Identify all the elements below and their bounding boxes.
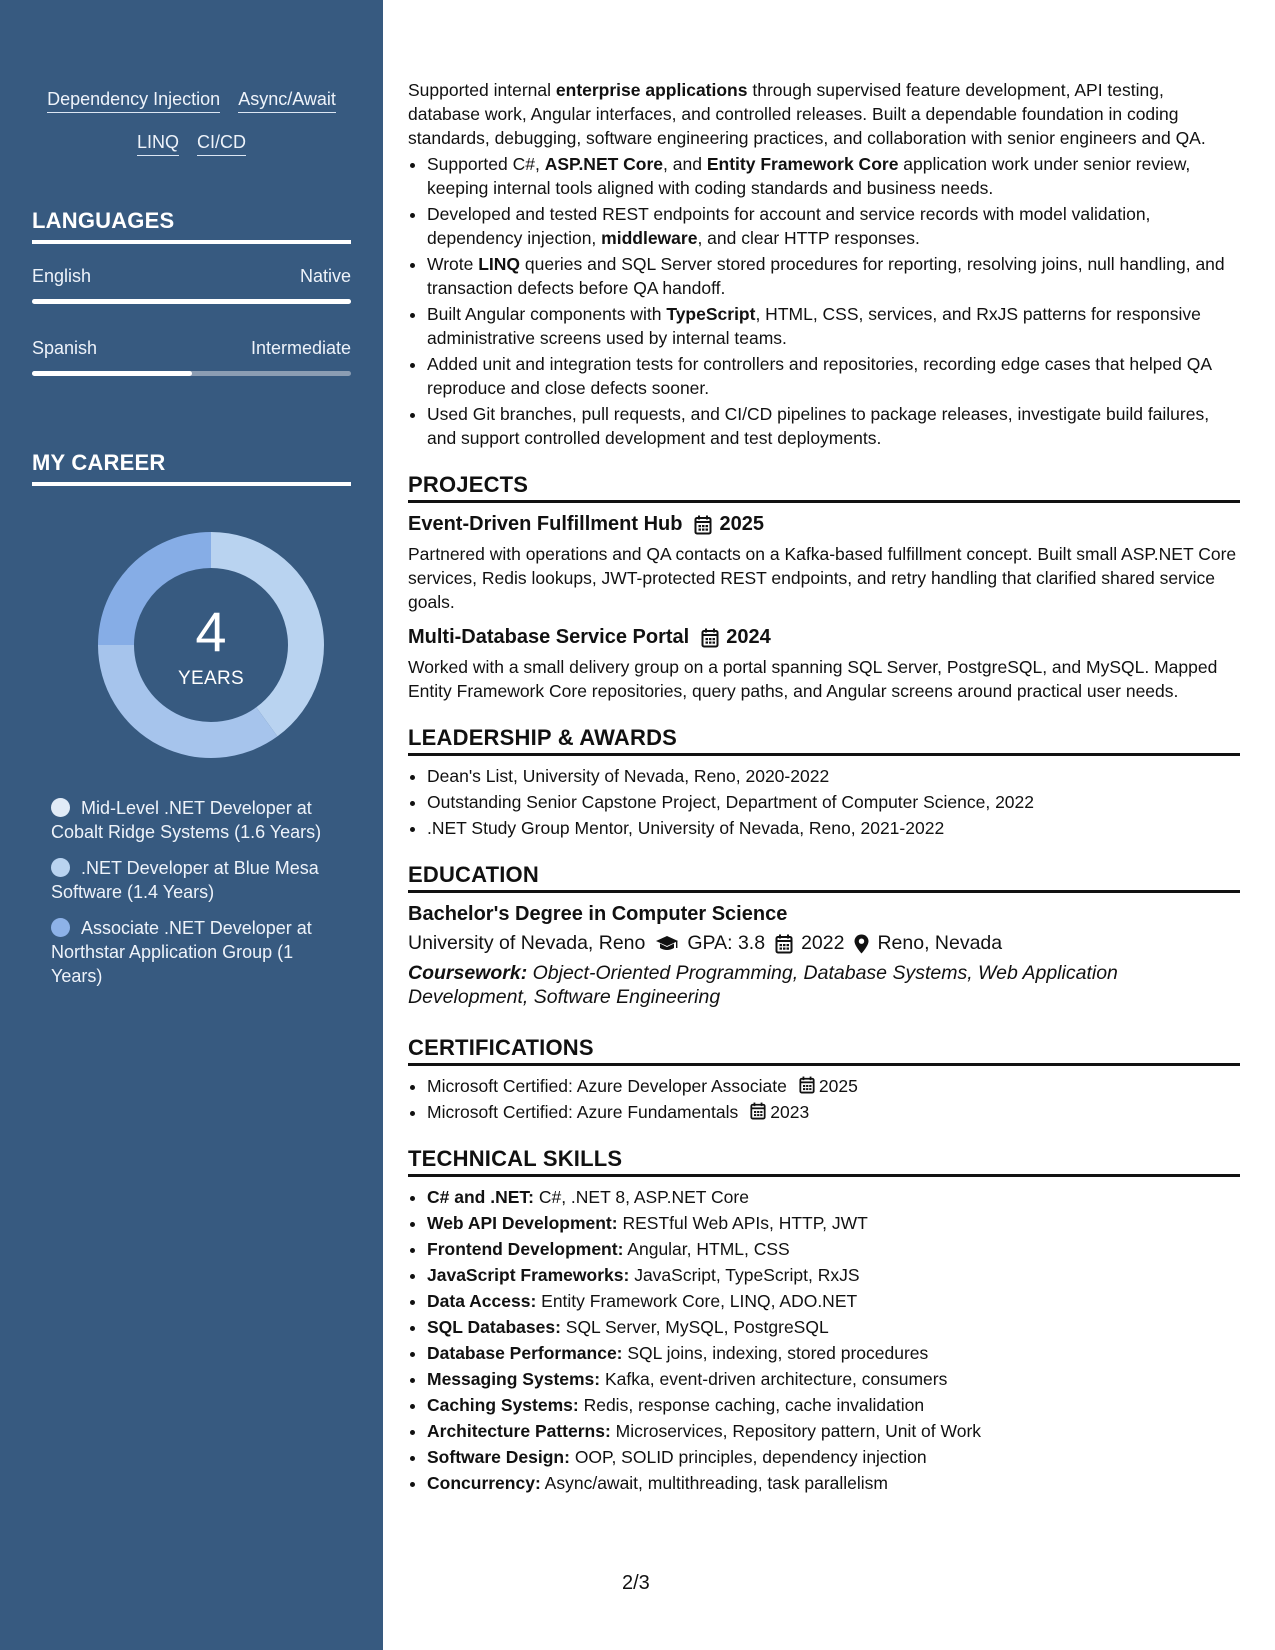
skill-values: C#, .NET 8, ASP.NET Core bbox=[533, 1187, 749, 1207]
language-level: Intermediate bbox=[250, 338, 351, 358]
skill-tag: Async/Await bbox=[238, 88, 336, 113]
career-list bbox=[32, 796, 322, 988]
certification-year: 2023 bbox=[770, 1102, 810, 1122]
language-bar bbox=[32, 371, 351, 376]
skill-item bbox=[427, 1393, 1240, 1417]
skill-item bbox=[427, 1237, 1240, 1261]
school-location: Reno, Nevada bbox=[877, 932, 1003, 954]
bullet-text: Added unit and integration tests for controllers and repositories, recording edge cases that helped QA reproduce and close defects sooner. bbox=[427, 354, 1212, 398]
experience-bullet bbox=[427, 252, 1240, 300]
career-unit: YEARS bbox=[178, 668, 244, 689]
career-total: 4 bbox=[195, 600, 227, 663]
career-item-text: Associate .NET Developer at Northstar Application Group (1 Years) bbox=[51, 918, 312, 986]
certifications-list bbox=[408, 1074, 1240, 1124]
bullet-highlight: middleware bbox=[601, 228, 698, 248]
map-pin-icon bbox=[854, 934, 869, 954]
skill-values: Angular, HTML, CSS bbox=[623, 1239, 790, 1259]
bullet-text: queries and SQL Server stored procedures for reporting, resolving joins, null handling, and transaction defects before QA handoff. bbox=[427, 254, 1225, 298]
career-item bbox=[51, 916, 322, 988]
projects-heading: PROJECTS bbox=[408, 472, 1240, 503]
skill-category: Software Design: bbox=[427, 1447, 570, 1467]
leadership-list bbox=[408, 764, 1240, 840]
career-item bbox=[51, 856, 322, 904]
degree-title: Bachelor's Degree in Computer Science bbox=[408, 903, 788, 925]
calendar-icon bbox=[694, 515, 712, 535]
project-title bbox=[408, 513, 1240, 536]
skills-heading: TECHNICAL SKILLS bbox=[408, 1146, 1240, 1177]
leadership-heading: LEADERSHIP & AWARDS bbox=[408, 725, 1240, 756]
skill-category: Concurrency: bbox=[427, 1473, 541, 1493]
calendar-icon bbox=[799, 1076, 815, 1094]
skill-tag: Dependency Injection bbox=[47, 88, 220, 113]
education-heading: EDUCATION bbox=[408, 862, 1240, 893]
bullet-highlight: ASP.NET Core bbox=[544, 154, 664, 174]
project-name: Multi-Database Service Portal bbox=[408, 626, 690, 648]
skill-category: Architecture Patterns: bbox=[427, 1421, 611, 1441]
experience-summary bbox=[408, 78, 1240, 150]
bullet-text: , and clear HTTP responses. bbox=[697, 228, 920, 248]
sidebar bbox=[0, 0, 383, 1650]
project-name: Event-Driven Fulfillment Hub bbox=[408, 513, 683, 535]
skill-values: Redis, response caching, cache invalidation bbox=[578, 1395, 925, 1415]
list-item bbox=[427, 1100, 1240, 1124]
skill-values: JavaScript, TypeScript, RxJS bbox=[629, 1265, 860, 1285]
bullet-text: Wrote bbox=[427, 254, 479, 274]
career-item-text: Mid-Level .NET Developer at Cobalt Ridge Systems (1.6 Years) bbox=[51, 798, 322, 842]
skill-values: Async/await, multithreading, task parallelism bbox=[540, 1473, 889, 1493]
skill-item bbox=[427, 1263, 1240, 1287]
skill-category: C# and .NET: bbox=[427, 1187, 534, 1207]
bullet-highlight: LINQ bbox=[478, 254, 521, 274]
bullet-text: Supported C#, bbox=[427, 154, 545, 174]
project-description: Partnered with operations and QA contacts on a Kafka-based fulfillment concept. Built small ASP.NET Core services, Redis lookups, JWT-protected REST endpoints, and retry handling that clarified shared service goals. bbox=[408, 544, 1237, 612]
experience-bullet bbox=[427, 202, 1240, 250]
bullet-highlight: Entity Framework Core bbox=[706, 154, 899, 174]
certifications-heading: CERTIFICATIONS bbox=[408, 1035, 1240, 1066]
bullet-text: Used Git branches, pull requests, and CI/CD pipelines to package releases, investigate build failures, and support controlled development and test deployments. bbox=[427, 404, 1210, 448]
skill-tags-row bbox=[32, 131, 351, 156]
skill-category: Database Performance: bbox=[427, 1343, 623, 1363]
experience-bullet bbox=[427, 152, 1240, 200]
list-item: • Outstanding Senior Capstone Project, Department of Computer Science, 2022 bbox=[427, 790, 1240, 814]
language-bar-fill bbox=[32, 299, 351, 304]
experience-bullets bbox=[408, 152, 1240, 450]
bullet-text: Developed and tested REST endpoints for account and service records with model validation, dependency injection, bbox=[427, 204, 1151, 248]
skill-category: SQL Databases: bbox=[427, 1317, 561, 1337]
legend-dot-icon bbox=[51, 858, 70, 877]
skill-tags-row bbox=[32, 88, 351, 113]
legend-dot-icon bbox=[51, 798, 70, 817]
legend-dot-icon bbox=[51, 918, 70, 937]
skill-tag: LINQ bbox=[137, 131, 179, 156]
language-bar-fill bbox=[32, 371, 192, 376]
bullet-text: Built Angular components with bbox=[427, 304, 667, 324]
skill-values: SQL joins, indexing, stored procedures bbox=[622, 1343, 929, 1363]
coursework-list: Object-Oriented Programming, Database Systems, Web Application Development, Software Engineering bbox=[408, 962, 1118, 1008]
skill-item bbox=[427, 1341, 1240, 1365]
bullet-highlight: TypeScript bbox=[666, 304, 756, 324]
language-name: Spanish bbox=[32, 338, 98, 358]
summary-highlight: enterprise applications bbox=[555, 80, 748, 100]
skill-values: OOP, SOLID principles, dependency injection bbox=[569, 1447, 927, 1467]
certification-year: 2025 bbox=[818, 1076, 858, 1096]
summary-text: Supported internal bbox=[408, 80, 556, 100]
skill-category: Frontend Development: bbox=[427, 1239, 624, 1259]
skill-category: Data Access: bbox=[427, 1291, 537, 1311]
skill-item bbox=[427, 1367, 1240, 1391]
page-number: 2/3 bbox=[622, 1572, 650, 1594]
language-name: English bbox=[32, 266, 92, 286]
bullet-text: application work under senior review, keeping internal tools aligned with coding standards and business needs. bbox=[427, 154, 1191, 198]
career-item bbox=[51, 796, 322, 844]
skill-item bbox=[427, 1419, 1240, 1443]
school-name: University of Nevada, Reno bbox=[408, 932, 646, 954]
list-item: • .NET Study Group Mentor, University of Nevada, Reno, 2021-2022 bbox=[427, 816, 1240, 840]
calendar-icon bbox=[750, 1102, 766, 1120]
certification-name: Microsoft Certified: Azure Fundamentals bbox=[427, 1102, 739, 1122]
language-item bbox=[32, 266, 351, 304]
skill-item bbox=[427, 1289, 1240, 1313]
experience-bullet bbox=[427, 352, 1240, 400]
experience-bullet bbox=[427, 402, 1240, 450]
skill-category: JavaScript Frameworks: bbox=[427, 1265, 630, 1285]
summary-text: through supervised feature development, API testing, database work, Angular interfaces, and controlled releases. Built a dependable foundation in coding standards, debugging, software engineering practices, and collaboration with senior engineers and QA. bbox=[408, 80, 1206, 148]
career-item-text: .NET Developer at Blue Mesa Software (1.4 Years) bbox=[51, 858, 319, 902]
skills-list bbox=[408, 1185, 1240, 1495]
project-year: 2025 bbox=[719, 513, 764, 535]
language-item bbox=[32, 338, 351, 376]
project-title bbox=[408, 626, 1240, 649]
skill-item bbox=[427, 1315, 1240, 1339]
skill-category: Caching Systems: bbox=[427, 1395, 579, 1415]
coursework-label: Coursework: bbox=[408, 962, 528, 984]
calendar-icon bbox=[775, 934, 793, 954]
skill-values: Kafka, event-driven architecture, consumers bbox=[600, 1369, 948, 1389]
language-level: Native bbox=[299, 266, 351, 286]
graduation-cap-icon bbox=[655, 935, 679, 953]
skill-category: Messaging Systems: bbox=[427, 1369, 601, 1389]
project-year: 2024 bbox=[726, 626, 771, 648]
skill-item bbox=[427, 1471, 1240, 1495]
main-content bbox=[408, 78, 1240, 1495]
graduation-year: 2022 bbox=[801, 932, 845, 954]
career-donut bbox=[96, 530, 326, 760]
languages-heading: LANGUAGES bbox=[32, 208, 351, 244]
skill-values: SQL Server, MySQL, PostgreSQL bbox=[560, 1317, 829, 1337]
skill-item bbox=[427, 1445, 1240, 1469]
bullet-text: , HTML, CSS, services, and RxJS patterns for responsive administrative screens used by internal teams. bbox=[427, 304, 1201, 348]
calendar-icon bbox=[701, 628, 719, 648]
coursework bbox=[408, 961, 1240, 1009]
skill-category: Web API Development: bbox=[427, 1213, 618, 1233]
skill-tag: CI/CD bbox=[197, 131, 246, 156]
language-bar bbox=[32, 299, 351, 304]
skill-values: Microservices, Repository pattern, Unit of Work bbox=[610, 1421, 982, 1441]
skill-values: Entity Framework Core, LINQ, ADO.NET bbox=[536, 1291, 858, 1311]
career-heading: MY CAREER bbox=[32, 450, 351, 486]
skill-item bbox=[427, 1185, 1240, 1209]
bullet-text: , and bbox=[663, 154, 707, 174]
list-item bbox=[427, 1074, 1240, 1098]
list-item: • Dean's List, University of Nevada, Reno, 2020-2022 bbox=[427, 764, 1240, 788]
skill-values: RESTful Web APIs, HTTP, JWT bbox=[617, 1213, 868, 1233]
experience-bullet bbox=[427, 302, 1240, 350]
certification-name: Microsoft Certified: Azure Developer Associate bbox=[427, 1076, 787, 1096]
education-details bbox=[408, 932, 1240, 955]
skill-item bbox=[427, 1211, 1240, 1235]
gpa: GPA: 3.8 bbox=[687, 932, 766, 954]
project-description: Worked with a small delivery group on a portal spanning SQL Server, PostgreSQL, and MySQL. Mapped Entity Framework Core repositories, query paths, and Angular screens around practical user needs. bbox=[408, 657, 1218, 701]
